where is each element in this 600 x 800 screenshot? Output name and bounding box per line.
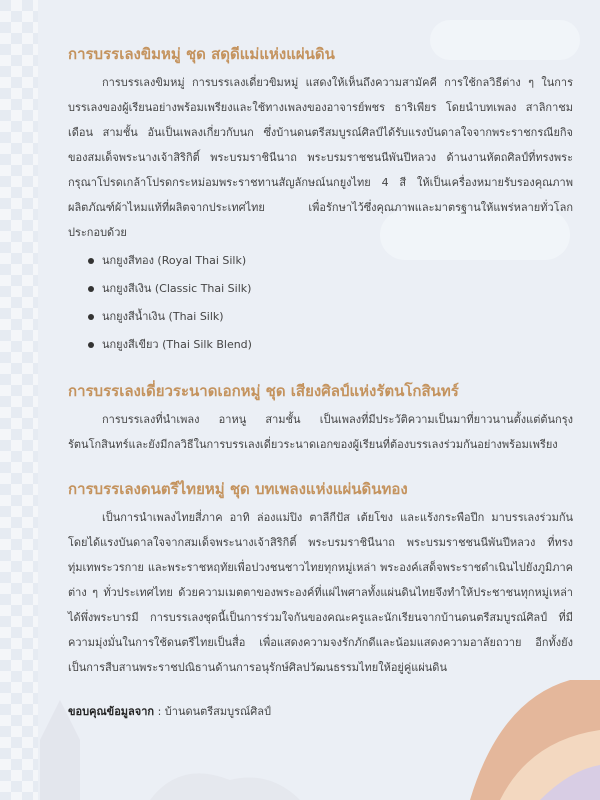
list-item: นกยูงสีเขียว (Thai Silk Blend) xyxy=(88,331,573,359)
credit-line xyxy=(68,702,573,720)
list-item: นกยูงสีน้ำเงิน (Thai Silk) xyxy=(88,303,573,331)
credit-label: ขอบคุณข้อมูลจาก xyxy=(68,705,155,718)
section-body: เป็นการนำเพลงไทยสี่ภาค อาทิ ล่องแม่ปิง ตาลีกีปัส เต้ยโขง และแร้งกระพือปีก มาบรรเลงร่วมกัน โดยได้แรงบันดาลใจจากสมเด็จพระนางเจ้าสิริกิติ์ พระบรมราชินีนาถ พระบรมราชชนนีพันปีหลวง ที่ทรงทุ่มเทพระวรกาย และพระราชหฤทัยเพื่อปวงชนชาวไทยทุกหมู่เหล่า พระองค์เสด็จพระราชดำเนินไปยังภูมิภาคต่าง ๆ ทั่วประเทศไทย ด้วยความเมตตาของพระองค์ที่แผ่ไพศาลทั้งแผ่นดินไทยจึงทำให้ประชาชนทุกหมู่เหล่าได้พึ่งพระบารมี การบรรเลงชุดนี้เป็นการร่วมใจกันของคณะครูและนักเรียนจากบ้านดนตรีสมบูรณ์ศิลป์ ที่มีความมุ่งมั่นในการใช้ดนตรีไทยเป็นสื่อ เพื่อแสดงความจงรักภักดีและน้อมแสดงความอาลัยถวาย อีกทั้งยังเป็นการสืบสานพระราชปณิธานด้านการอนุรักษ์ศิลปวัฒนธรรมไทยให้อยู่คู่แผ่นดิน xyxy=(68,511,573,674)
section-ranat xyxy=(68,381,573,457)
section-title: การบรรเลงดนตรีไทยหมู่ ชุด บทเพลงแห่งแผ่นดินทอง xyxy=(68,480,408,498)
peacock-list xyxy=(88,247,573,359)
credit-separator: : xyxy=(154,705,165,718)
section-thai-ensemble xyxy=(68,479,573,680)
section-body: การบรรเลงที่นำเพลง อาหนู สามชั้น เป็นเพลงที่มีประวัติความเป็นมาที่ยาวนานตั้งแต่ต้นกรุงรัตนโกสินทร์และยังมีกลวิธีในการบรรเลงเดี่ยวระนาดเอกของผู้เรียนที่ต้องบรรเลงร่วมกันอย่างพร้อมเพรียง xyxy=(68,413,573,451)
credit-source: บ้านดนตรีสมบูรณ์ศิลป์ xyxy=(164,705,271,718)
list-item: นกยูงสีทอง (Royal Thai Silk) xyxy=(88,247,573,275)
page-content xyxy=(68,44,573,720)
list-item: นกยูงสีเงิน (Classic Thai Silk) xyxy=(88,275,573,303)
section-khim xyxy=(68,44,573,359)
section-body: การบรรเลงขิมหมู่ การบรรเลงเดี่ยวขิมหมู่ แสดงให้เห็นถึงความสามัคคี การใช้กลวิธีต่าง ๆ ในการบรรเลงของผู้เรียนอย่างพร้อมเพรียงและใช้ทางเพลงของอาจารย์พชร ธาริเพียร โดยนำบทเพลง สาลิกาชมเดือน สามชั้น อันเป็นเพลงเกี่ยวกับนก ซึ่งบ้านดนตรีสมบูรณ์ศิลป์ได้รับแรงบันดาลใจจากพระราชกรณียกิจของสมเด็จพระนางเจ้าสิริกิติ์ พระบรมราชินีนาถ พระบรมราชชนนีพันปีหลวง ด้านงานหัตถศิลป์ที่ทรงพระกรุณาโปรดเกล้าโปรดกระหม่อมพระราชทานสัญลักษณ์นกยูงไทย 4 สี ให้เป็นเครื่องหมายรับรองคุณภาพผลิตภัณฑ์ผ้าไหมแท้ที่ผลิตจากประเทศไทย เพื่อรักษาไว้ซึ่งคุณภาพและมาตรฐานให้แพร่หลายทั่วโลก ประกอบด้วย xyxy=(68,76,573,239)
section-title: การบรรเลงเดี่ยวระนาดเอกหมู่ ชุด เสียงศิลป์แห่งรัตนโกสินทร์ xyxy=(68,382,459,400)
section-title: การบรรเลงขิมหมู่ ชุด สดุดีแม่แห่งแผ่นดิน xyxy=(68,45,335,63)
